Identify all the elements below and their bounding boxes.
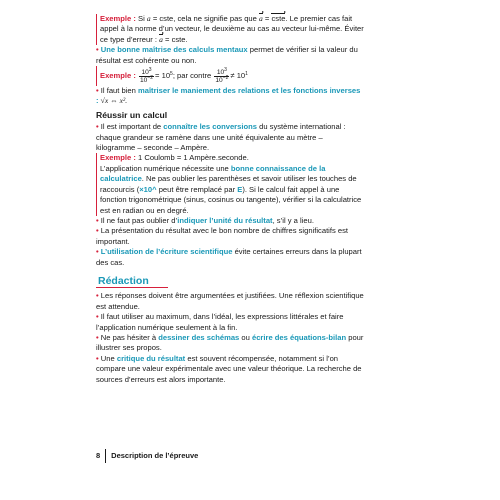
- exemple-label: Exemple :: [100, 153, 136, 163]
- vector-a-2: a: [159, 34, 163, 44]
- paragraph-scientifique: [96, 247, 364, 268]
- redaction-3-rest: pour illustrer ses propos.: [96, 332, 364, 353]
- bullet-icon: •: [96, 226, 99, 236]
- exemple-label: Exemple :: [100, 14, 136, 23]
- fraction-1-den: 10: [140, 76, 148, 84]
- page-content: [96, 14, 364, 385]
- redaction-3-pre: Ne pas hésiter à: [100, 332, 157, 342]
- unite-pre: Il ne faut pas oublier d’: [100, 215, 178, 225]
- page-number: 8: [96, 449, 106, 463]
- exemple-vector-block: [96, 14, 364, 45]
- calc-mid3: ). Si le calcul fait appel à une fonction trigonométrique (sinus, cosinus ou tangente), vérifier si la calculatrice est en radian ou en degré.: [100, 184, 362, 215]
- fraction-1: [139, 66, 154, 84]
- heading-redaction: Rédaction: [96, 276, 168, 288]
- redaction-1-text: Les réponses doivent être argumentées et justifiées. Une réflexion scientifique est attendue.: [96, 291, 364, 311]
- key-x10-label: ×10^: [139, 184, 157, 194]
- unite-rest: , s’il y a lieu.: [272, 215, 314, 225]
- emph-schemas: dessiner des schémas: [158, 332, 240, 342]
- fraction-1-result-exp: 5: [170, 70, 173, 77]
- exemple-coulomb-text: 1 Coulomb = 1 Ampère.seconde.: [138, 153, 249, 163]
- paragraph-relations: [96, 86, 364, 107]
- key-e-label: E: [237, 184, 243, 194]
- chiffres-text: La présentation du résultat avec le bon nombre de chiffres significatifs est important.: [96, 226, 349, 246]
- emph-conversions: connaître les conversions: [163, 122, 257, 132]
- emph-critique: critique du résultat: [116, 353, 186, 363]
- scientifique-rest: évite certaines erreurs dans la plupart des cas.: [96, 247, 362, 267]
- fraction-2-den-exp: −2: [222, 74, 229, 81]
- emph-equations: écrire des équations-bilan: [251, 332, 347, 342]
- fraction-1-num-exp: 3: [148, 66, 152, 73]
- calc-mid2: peut être remplacé par: [158, 184, 236, 194]
- calc-pre: L’application numérique nécessite une: [100, 163, 229, 173]
- fraction-2-num-exp: 3: [224, 66, 227, 73]
- bullet-icon: •: [96, 86, 99, 96]
- emph-calculs-mentaux: Une bonne maîtrise des calculs mentaux: [100, 45, 248, 55]
- page-footer: [96, 449, 364, 463]
- exemple-line1-pre: Si: [138, 14, 145, 23]
- paragraph-chiffres: [96, 226, 364, 247]
- fraction-2-result: [230, 71, 248, 81]
- paragraph-redaction-1: [96, 291, 364, 312]
- conversions-pre: Il est important de: [100, 122, 162, 132]
- exemple-line1-eq: = cste, cela ne signifie pas que: [152, 14, 257, 23]
- redaction-2-text: Il faut utiliser au maximum, dans l’idéal, les expressions littérales et faire l’application numérique seulement à la fin.: [96, 312, 344, 332]
- paragraph-conversions: [96, 122, 364, 153]
- bullet-icon: •: [96, 291, 99, 301]
- bullet-icon: •: [96, 247, 99, 257]
- exemple-label: Exemple :: [100, 70, 136, 80]
- heading-reussir-calcul: Réussir un calcul: [96, 109, 168, 120]
- vector-a: a: [259, 14, 263, 23]
- bullet-icon: •: [96, 312, 99, 322]
- fraction-1-num: 10: [141, 68, 149, 76]
- redaction-4-pre: Une: [100, 353, 115, 363]
- paragraph-redaction-2: [96, 312, 364, 333]
- variable-a: a: [146, 14, 151, 23]
- emph-scientifique: L’utilisation de l’écriture scientifique: [100, 247, 233, 257]
- paragraph-unite: [96, 216, 364, 226]
- fraction-2-num: 10: [216, 68, 225, 76]
- fraction-1-result-base: = 10: [155, 70, 171, 80]
- bullet-icon: •: [96, 215, 99, 225]
- conversions-rest: du système international : chaque grandeur se ramène dans une unité équivalente au mètre – kilogramme – seconde – Ampère.: [96, 122, 346, 153]
- relations-pre: Il faut bien: [100, 86, 136, 96]
- fraction-1-result: [155, 71, 173, 81]
- fraction-2-result-exp: 1: [245, 70, 248, 77]
- bullet-icon: •: [96, 122, 99, 132]
- emph-unite: indiquer l’unité du résultat: [177, 215, 273, 225]
- fraction-1-den-exp: −2: [147, 74, 154, 81]
- vector-cste: cste: [271, 14, 286, 23]
- redaction-4-rest: est souvent récompensée, notamment si l’on compare une valeur expérimentale avec une valeur théorique. La recherche de sources d’erreurs est alors importante.: [96, 353, 362, 384]
- redaction-3-mid: ou: [241, 332, 250, 342]
- emph-relations: maîtriser le maniement des relations et les fonctions inverses: [137, 86, 361, 96]
- paragraph-redaction-3: [96, 333, 364, 354]
- fraction-2-result-base: ≠ 10: [230, 70, 246, 80]
- exemple-end2: = cste.: [165, 34, 188, 44]
- paragraph-redaction-4: [96, 354, 364, 385]
- fraction-2: [214, 66, 229, 84]
- exemple-end1: .: [285, 14, 288, 23]
- footer-title: Description de l’épreuve: [111, 451, 199, 460]
- fraction-2-den: 10: [215, 76, 223, 84]
- text-calculs-mentaux: permet de vérifier si la valeur du résultat est cohérente ou non.: [96, 45, 358, 65]
- bullet-icon: •: [96, 332, 99, 342]
- fraction-mid-text: ; par contre: [172, 70, 212, 80]
- exemple-fraction-block: [96, 66, 364, 86]
- relations-colon: :: [96, 96, 99, 106]
- emph-calculatrice: bonne connaissance de la calculatrice: [100, 163, 326, 184]
- exemple-coulomb-block: [96, 153, 364, 215]
- relations-math: √x ⇔ x².: [100, 96, 128, 106]
- calc-mid1: . Ne pas oublier les parenthèses et savoir utiliser les touches de raccourcis (: [100, 174, 357, 194]
- bullet-icon: •: [96, 45, 99, 55]
- exemple-text2: Le premier cas fait appel à la norme d’un vecteur, le deuxième au cas au vecteur lui-même. Éviter ce type d’erreur :: [100, 14, 364, 44]
- exemple-eq2: =: [264, 14, 270, 23]
- bullet-icon: •: [96, 353, 99, 363]
- paragraph-calculs-mentaux: [96, 45, 364, 66]
